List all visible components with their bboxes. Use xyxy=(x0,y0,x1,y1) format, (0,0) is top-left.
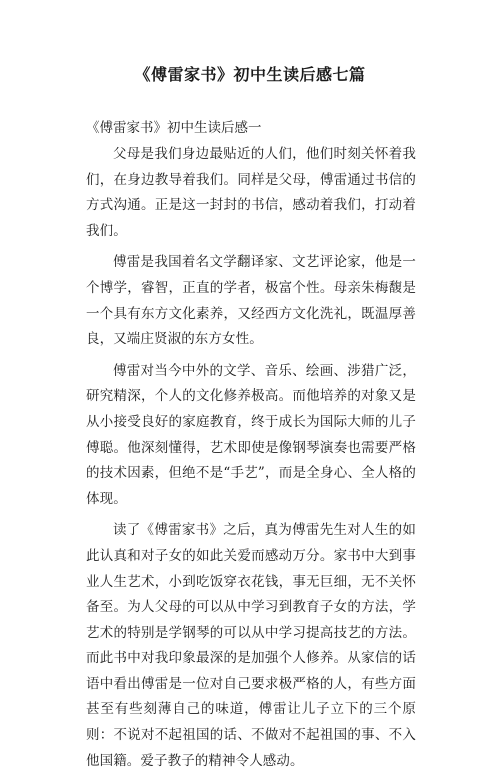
paragraph-1: 父母是我们身边最贴近的人们，他们时刻关怀着我们，在身边教导着我们。同样是父母，傅雷通过书信的方式沟通。正是这一封封的书信，感动着我们，打动着我们。 xyxy=(86,146,416,239)
section-heading: 《傅雷家书》初中生读后感一 xyxy=(86,120,262,136)
document-title: 《傅雷家书》初中生读后感七篇 xyxy=(134,65,366,84)
paragraph-3: 傅雷对当今中外的文学、音乐、绘画、涉猎广泛，研究精深，个人的文化修养极高。而他培养的对象又是从小接受良好的家庭教育，终于成长为国际大师的儿子傅聪。他深刻懂得，艺术即使是像钢琴演奏也需要严格的技术因素，但绝不是“手艺”，而是全身心、全人格的体现。 xyxy=(86,362,416,507)
paragraph-2: 傅雷是我国着名文学翻译家、文艺评论家，他是一个博学，睿智，正直的学者，极富个性。母亲朱梅馥是一个具有东方文化素养，又经西方文化洗礼，既温厚善良，又端庄贤淑的东方女性。 xyxy=(86,254,416,348)
document-body xyxy=(86,142,416,780)
paragraph-4: 读了《傅雷家书》之后，真为傅雷先生对人生的如此认真和对子女的如此关爱而感动万分。家书中大到事业人生艺术，小到吃饭穿衣花钱，事无巨细，无不关怀备至。为人父母的可以从中学习到教育子女的方法，学艺术的特别是学钢琴的可以从中学习提高技艺的方法。而此书中对我印象最深的是加强个人修养。从家信的话语中看出傅雷是一位对自己要求极严格的人，有些方面甚至有些刻薄自己的味道，傅雷让儿子立下的三个原则：不说对不起祖国的话、不做对不起祖国的事、不入他国籍。爱子教子的精神令人感动。 xyxy=(86,522,416,769)
